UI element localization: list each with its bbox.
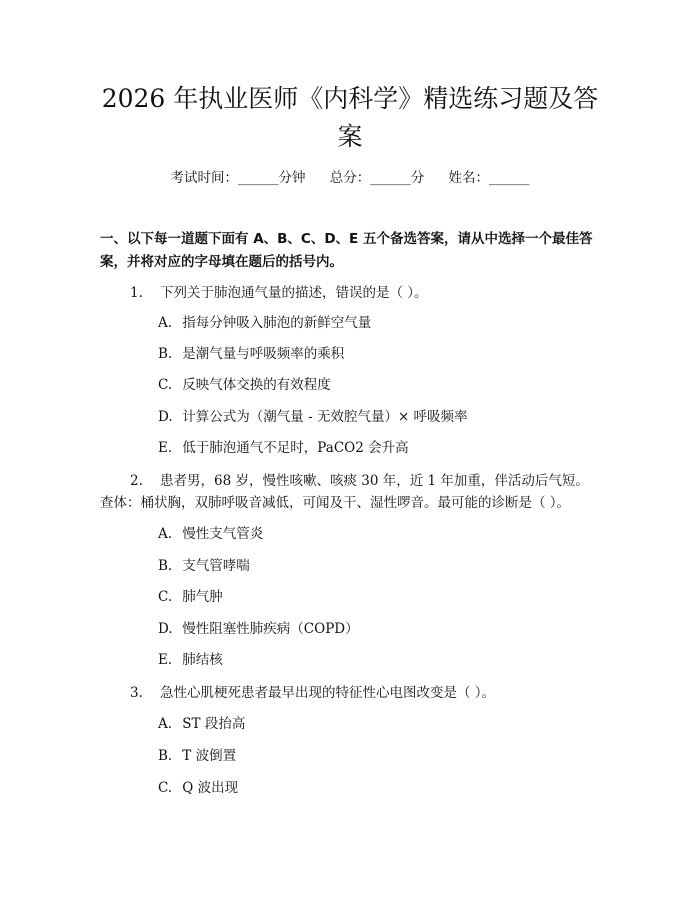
option-letter: A. <box>158 716 173 732</box>
question-text: 下列关于肺泡通气量的描述，错误的是（ ）。 <box>160 285 428 301</box>
option-2d <box>158 619 359 639</box>
option-text: 肺结核 <box>182 652 223 668</box>
option-letter: A. <box>158 315 173 331</box>
option-letter: D. <box>158 621 173 637</box>
option-text: 计算公式为（潮气量 - 无效腔气量）× 呼吸频率 <box>182 409 468 425</box>
option-letter: C. <box>158 377 173 393</box>
exam-name: 姓名：______ <box>448 170 530 186</box>
option-2c <box>158 587 223 607</box>
option-1b <box>158 344 344 364</box>
option-text: 低于肺泡通气不足时，PaCO2 会升高 <box>182 440 409 456</box>
exam-score: 总分：______分 <box>329 170 425 186</box>
option-letter: D. <box>158 409 173 425</box>
option-letter: E. <box>158 652 173 668</box>
question-1 <box>100 282 600 304</box>
option-2e <box>158 650 223 670</box>
option-letter: A. <box>158 526 173 542</box>
option-text: 反映气体交换的有效程度 <box>182 377 331 393</box>
question-number: 2. <box>130 473 143 489</box>
exam-time: 考试时间：______分钟 <box>170 170 306 186</box>
option-2b <box>158 556 250 576</box>
option-text: Q 波出现 <box>182 780 239 796</box>
question-2 <box>100 470 600 514</box>
question-number: 1. <box>130 285 143 301</box>
option-letter: C. <box>158 780 173 796</box>
exam-info <box>0 168 700 188</box>
option-letter: B. <box>158 748 173 764</box>
page-title: 2026 年执业医师《内科学》精选练习题及答案 <box>101 84 599 151</box>
option-text: T 波倒置 <box>182 748 237 764</box>
option-text: 指每分钟吸入肺泡的新鲜空气量 <box>182 315 372 331</box>
option-letter: C. <box>158 589 173 605</box>
question-text: 急性心肌梗死患者最早出现的特征性心电图改变是（ ）。 <box>160 685 496 701</box>
option-1d <box>158 407 468 427</box>
question-3 <box>100 682 600 704</box>
option-3a <box>158 714 245 734</box>
option-text: 支气管哮喘 <box>182 558 250 574</box>
option-letter: B. <box>158 346 173 362</box>
option-text: 慢性支气管炎 <box>182 526 264 542</box>
question-text: 患者男，68 岁，慢性咳嗽、咳痰 30 年，近 1 年加重，伴活动后气短。查体：桶状胸，双肺呼吸音减低，可闻及干、湿性啰音。最可能的诊断是（ ）。 <box>100 473 589 511</box>
option-letter: B. <box>158 558 173 574</box>
option-text: ST 段抬高 <box>182 716 246 732</box>
option-text: 慢性阻塞性肺疾病（COPD） <box>182 621 359 637</box>
option-text: 肺气肿 <box>182 589 223 605</box>
option-1c <box>158 375 331 395</box>
question-number: 3. <box>130 685 143 701</box>
section-heading: 一、以下每一道题下面有 A、B、C、D、E 五个备选答案，请从中选择一个最佳答案，并将对应的字母填在题后的括号内。 <box>100 231 593 270</box>
option-letter: E. <box>158 440 173 456</box>
option-1e <box>158 438 409 458</box>
option-1a <box>158 313 371 333</box>
option-text: 是潮气量与呼吸频率的乘积 <box>182 346 345 362</box>
option-3b <box>158 746 236 766</box>
option-3c <box>158 778 238 798</box>
option-2a <box>158 524 263 544</box>
